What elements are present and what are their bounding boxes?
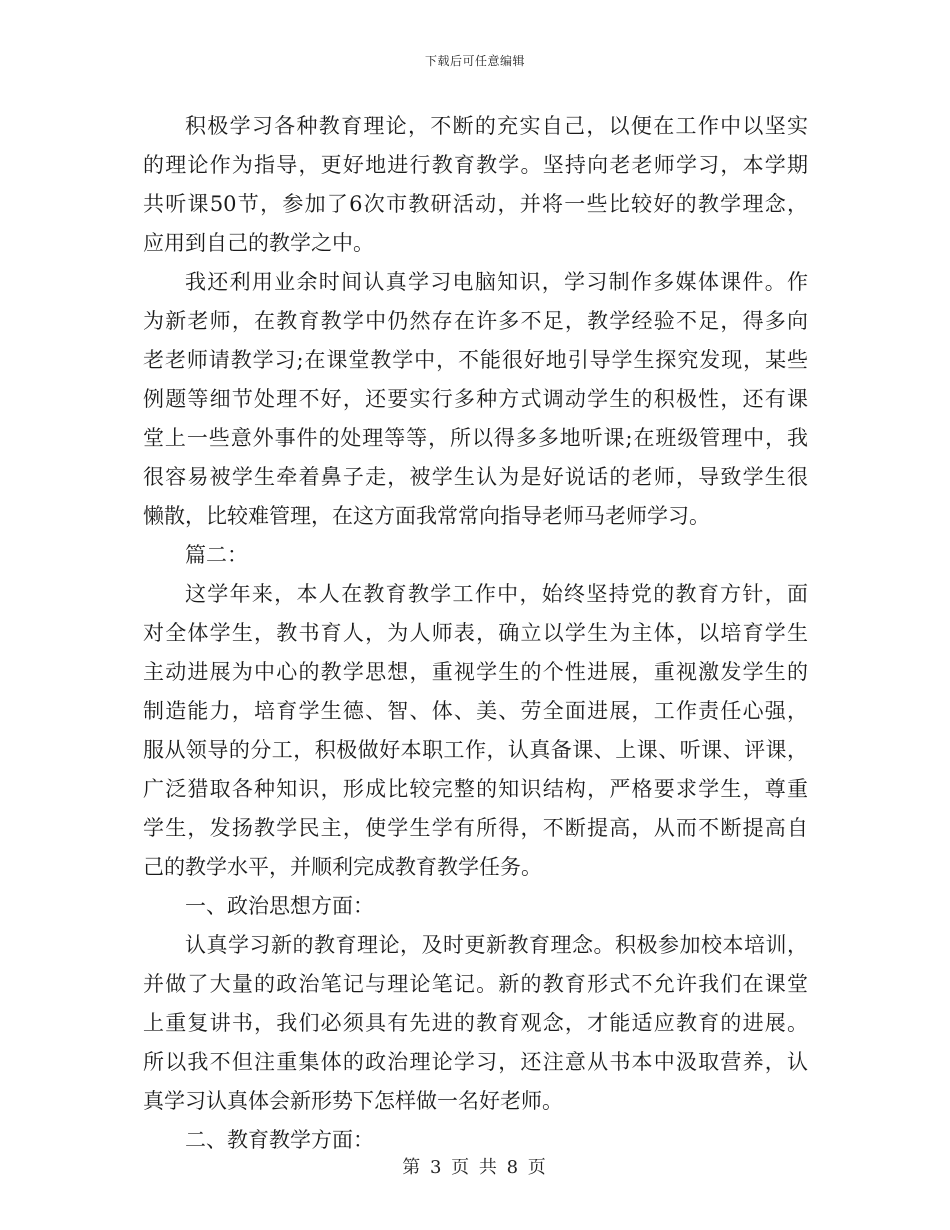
text-line: 老老师请教学习;在课堂教学中，不能很好地引导学生探究发现，某些	[143, 348, 808, 372]
text-line: 积极学习各种教育理论，不断的充实自己，以便在工作中以坚实	[185, 114, 808, 138]
text-line: 懒散，比较难管理，在这方面我常常向指导老师马老师学习。	[143, 504, 710, 528]
text-line: 很容易被学生牵着鼻子走，被学生认为是好说话的老师，导致学生很	[143, 465, 808, 489]
text-line: 学生，发扬教学民主，使学生学有所得，不断提高，从而不断提高自	[143, 816, 808, 840]
text-line: 为新老师，在教育教学中仍然存在许多不足，教学经验不足，得多向	[143, 309, 808, 333]
section-heading: 一、政治思想方面：	[185, 894, 374, 918]
text-line: 服从领导的分工，积极做好本职工作，认真备课、上课、听课、评课，	[143, 738, 808, 762]
text-line: 这学年来，本人在教育教学工作中，始终坚持党的教育方针，面	[185, 582, 808, 606]
text-line: 广泛猎取各种知识，形成比较完整的知识结构，严格要求学生，尊重	[143, 777, 808, 801]
text-line: 例题等细节处理不好，还要实行多种方式调动学生的积极性，还有课	[143, 387, 808, 411]
section-heading: 二、教育教学方面：	[185, 1128, 374, 1152]
text-line: 己的教学水平，并顺利完成教育教学任务。	[143, 855, 542, 879]
text-line: 应用到自己的教学之中。	[143, 231, 374, 255]
page-header: 下载后可任意编辑	[424, 54, 525, 68]
text-line: 制造能力，培育学生德、智、体、美、劳全面进展，工作责任心强，	[143, 699, 808, 723]
text-line: 对全体学生，教书育人，为人师表，确立以学生为主体，以培育学生	[143, 621, 808, 645]
text-line: 认真学习新的教育理论，及时更新教育理念。积极参加校本培训，	[185, 933, 808, 957]
document-body	[143, 107, 808, 1160]
text-line: 我还利用业余时间认真学习电脑知识，学习制作多媒体课件。作	[185, 270, 808, 294]
text-line: 所以我不但注重集体的政治理论学习，还注意从书本中汲取营养，认	[143, 1050, 808, 1074]
text-line: 真学习认真体会新形势下怎样做一名好老师。	[143, 1089, 563, 1113]
text-line: 并做了大量的政治笔记与理论笔记。新的教育形式不允许我们在课堂	[143, 972, 808, 996]
text-line: 上重复讲书，我们必须具有先进的教育观念，才能适应教育的进展。	[143, 1011, 808, 1035]
text-line: 的理论作为指导，更好地进行教育教学。坚持向老老师学习，本学期	[143, 153, 808, 177]
page-number: 第 3 页 共 8 页	[402, 1157, 548, 1178]
section-heading: 篇二：	[185, 543, 248, 567]
text-line: 堂上一些意外事件的处理等等，所以得多多地听课;在班级管理中，我	[143, 426, 808, 450]
text-line: 共听课50节，参加了6次市教研活动，并将一些比较好的教学理念，	[143, 192, 808, 216]
text-line: 主动进展为中心的教学思想，重视学生的个性进展，重视激发学生的	[143, 660, 808, 684]
